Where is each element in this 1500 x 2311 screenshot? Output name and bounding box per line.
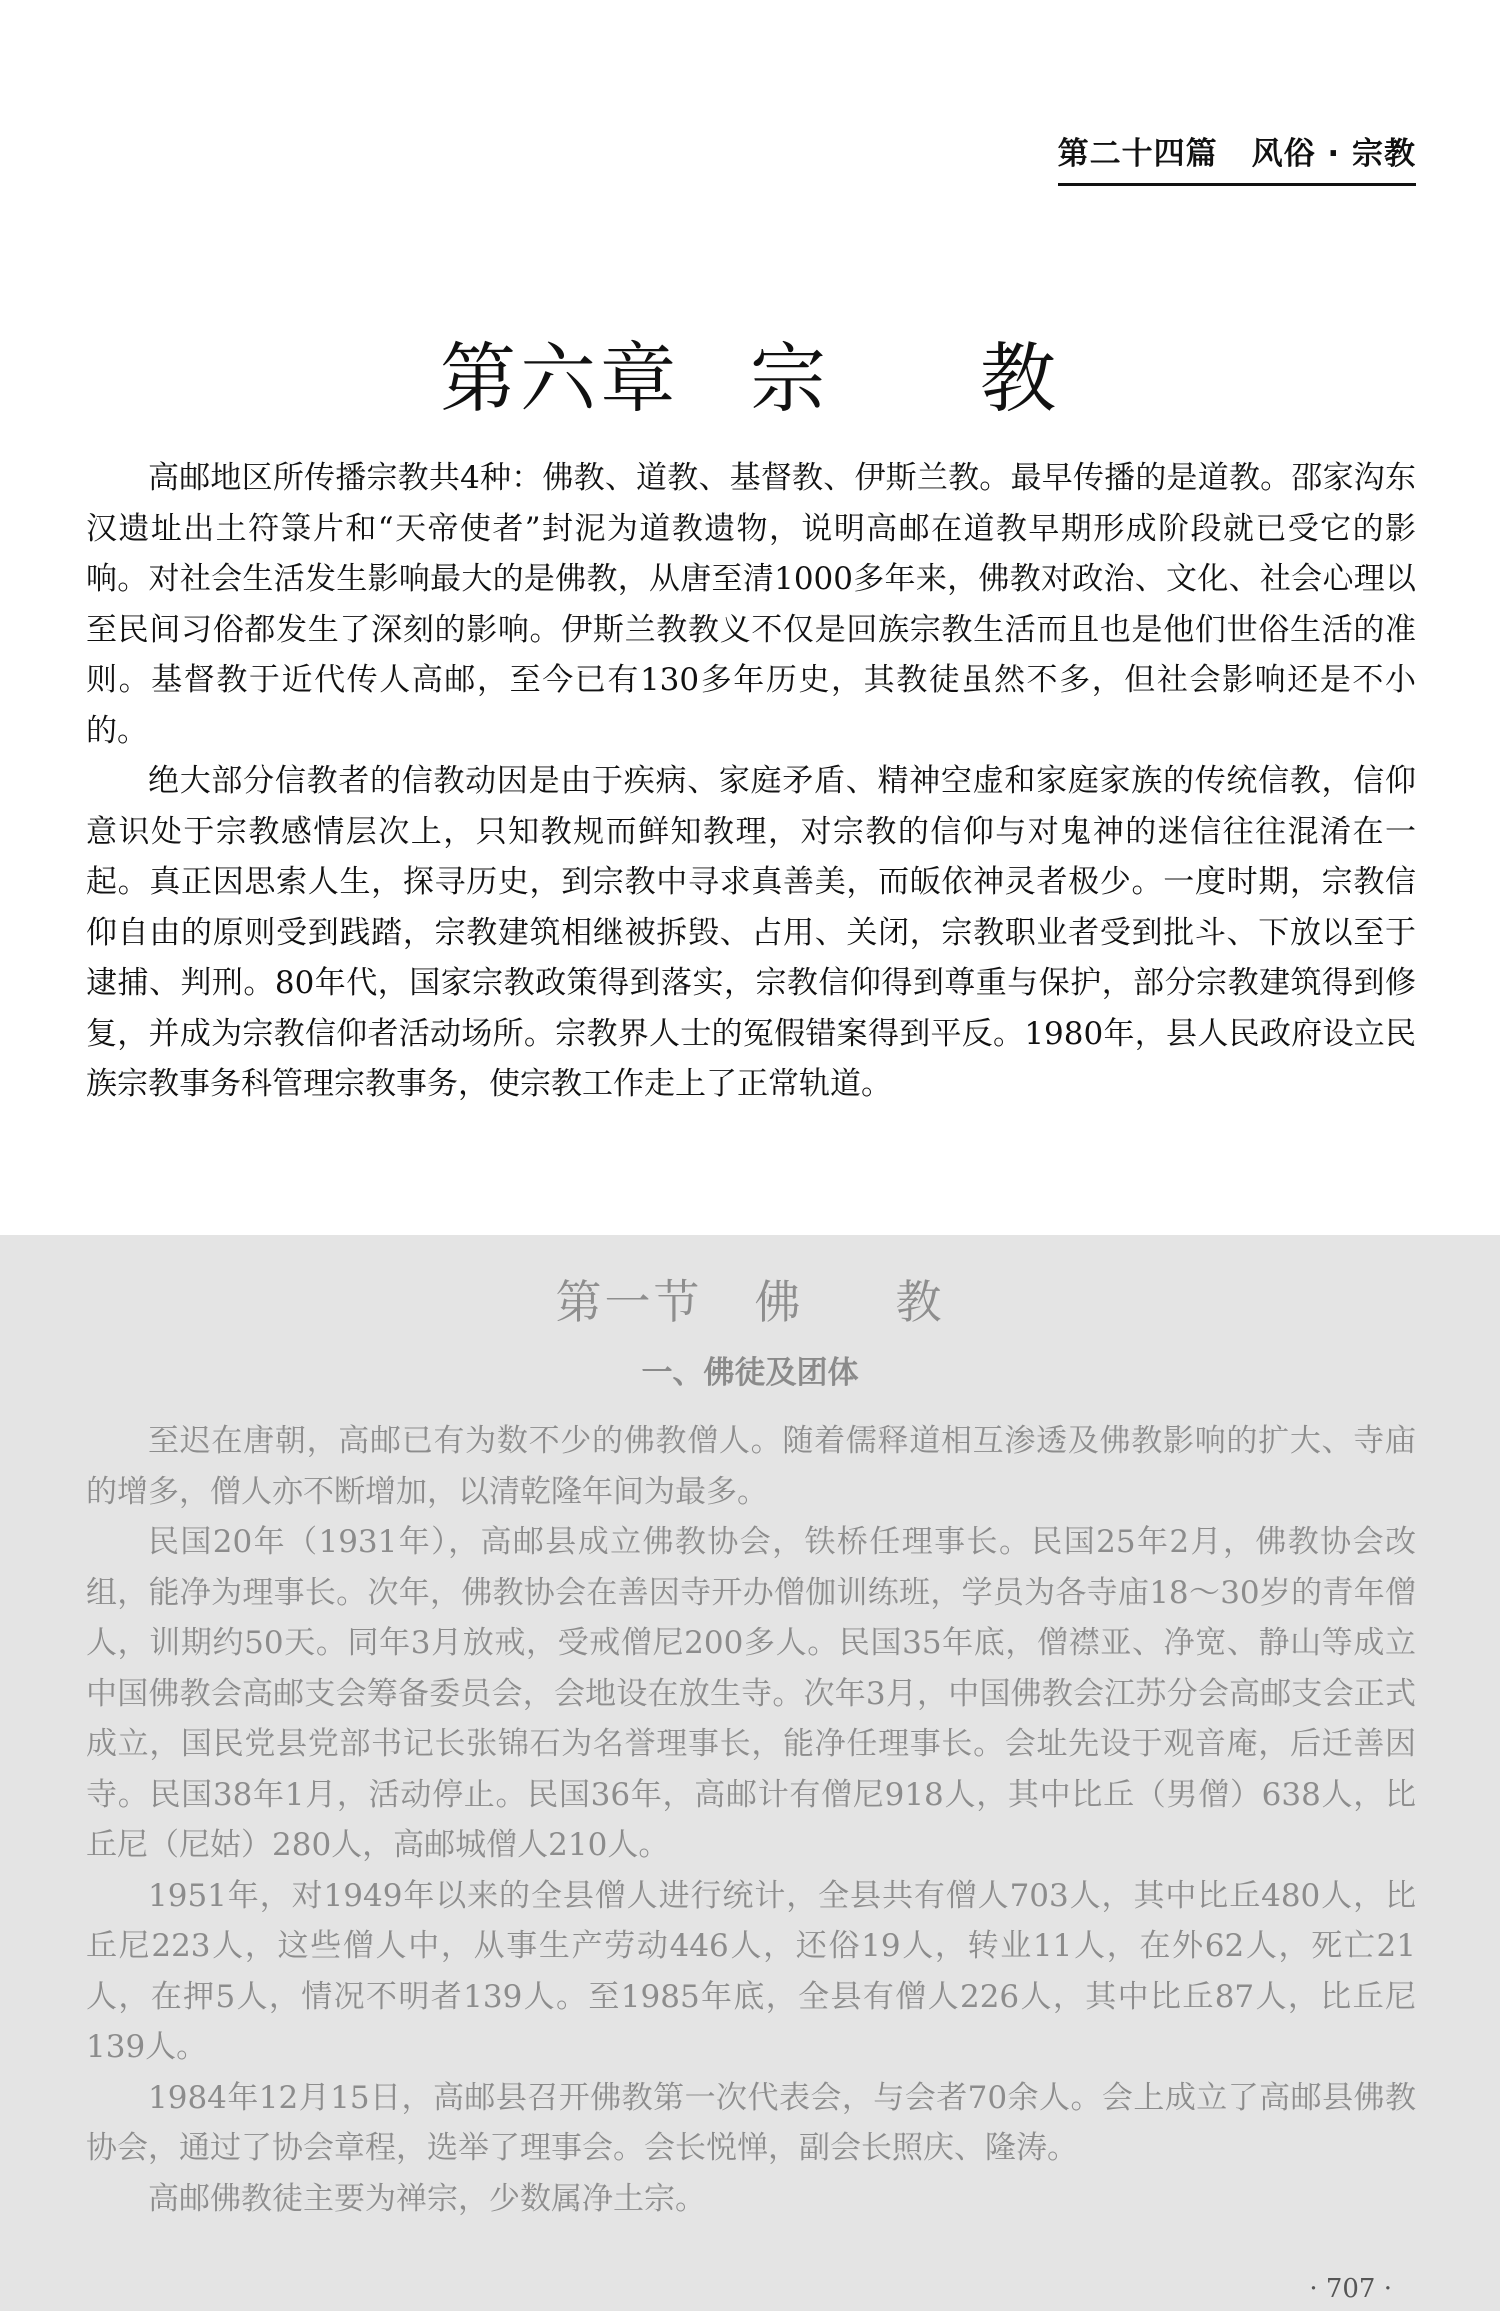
- chapter-title-char-1: 宗: [750, 334, 830, 423]
- section-paragraph-5: 高邮佛教徒主要为禅宗，少数属净土宗。: [148, 2180, 706, 2217]
- page-number: · 707 ·: [1309, 2274, 1392, 2304]
- section-title: [0, 1266, 1500, 1332]
- section-body: [86, 1416, 1416, 2224]
- section-paragraph-1: 至迟在唐朝，高邮已有为数不少的佛教僧人。随着儒释道相互渗透及佛教影响的扩大、寺庙的增多，僧人亦不断增加，以清乾隆年间为最多。: [86, 1423, 1416, 1510]
- section-title-char-2: 教: [895, 1275, 945, 1329]
- subsection-title: 一、佛徒及团体: [641, 1355, 859, 1391]
- section-paragraph-3: 1951年，对1949年以来的全县僧人进行统计，全县共有僧人703人，其中比丘480人，比丘尼223人，这些僧人中，从事生产劳动446人，还俗19人，转业11人，在外62人，死亡21人，在押5人，情况不明者139人。至1985年底，全县有僧人226人，其中比丘87人，比丘尼139人。: [86, 1877, 1416, 2065]
- section-paragraph-4: 1984年12月15日，高邮县召开佛教第一次代表会，与会者70余人。会上成立了高邮县佛教协会，通过了协会章程，选举了理事会。会长悦惮，副会长照庆、隆涛。: [86, 2079, 1416, 2166]
- chapter-title-char-2: 教: [980, 334, 1060, 423]
- intro-paragraph-1: 高邮地区所传播宗教共4种：佛教、道教、基督教、伊斯兰教。最早传播的是道教。邵家沟东汉遗址出土符箓片和“天帝使者”封泥为道教遗物，说明高邮在道教早期形成阶段就已受它的影响。对社会生活发生影响最大的是佛教，从唐至清1000多年来，佛教对政治、文化、社会心理以至民间习俗都发生了深刻的影响。伊斯兰教教义不仅是回族宗教生活而且也是他们世俗生活的准则。基督教于近代传人高邮，至今已有130多年历史，其教徒虽然不多，但社会影响还是不小的。: [86, 460, 1416, 749]
- chapter-label: 第六章: [440, 334, 680, 423]
- running-header: [1058, 128, 1416, 186]
- intro-paragraph-2: 绝大部分信教者的信教动因是由于疾病、家庭矛盾、精神空虚和家庭家族的传统信教，信仰意识处于宗教感情层次上，只知教规而鲜知教理，对宗教的信仰与对鬼神的迷信往往混淆在一起。真正因思索人生，探寻历史，到宗教中寻求真善美，而皈依神灵者极少。一度时期，宗教信仰自由的原则受到践踏，宗教建筑相继被拆毁、占用、关闭，宗教职业者受到批斗、下放以至于逮捕、判刑。80年代，国家宗教政策得到落实，宗教信仰得到尊重与保护，部分宗教建筑得到修复，并成为宗教信仰者活动场所。宗教界人士的冤假错案得到平反。1980年，县人民政府设立民族宗教事务科管理宗教事务，使宗教工作走上了正常轨道。: [86, 763, 1416, 1102]
- section-label: 第一节: [555, 1275, 703, 1329]
- section-paragraph-2: 民国20年（1931年），高邮县成立佛教协会，铁桥任理事长。民国25年2月，佛教协会改组，能净为理事长。次年，佛教协会在善因寺开办僧伽训练班，学员为各寺庙18～30岁的青年僧人，训期约50天。同年3月放戒，受戒僧尼200多人。民国35年底，僧襟亚、净宽、静山等成立中国佛教会高邮支会筹备委员会，会地设在放生寺。次年3月，中国佛教会江苏分会高邮支会正式成立，国民党县党部书记长张锦石为名誉理事长，能净任理事长。会址先设于观音庵，后迁善因寺。民国38年1月，活动停止。民国36年，高邮计有僧尼918人，其中比丘（男僧）638人，比丘尼（尼姑）280人，高邮城僧人210人。: [86, 1524, 1416, 1863]
- section-title-char-1: 佛: [754, 1275, 804, 1329]
- chapter-title: [0, 318, 1500, 427]
- running-header-part: 第二十四篇: [1057, 136, 1218, 172]
- chapter-intro: [86, 453, 1416, 1110]
- running-header-title: 风俗 · 宗教: [1251, 136, 1416, 172]
